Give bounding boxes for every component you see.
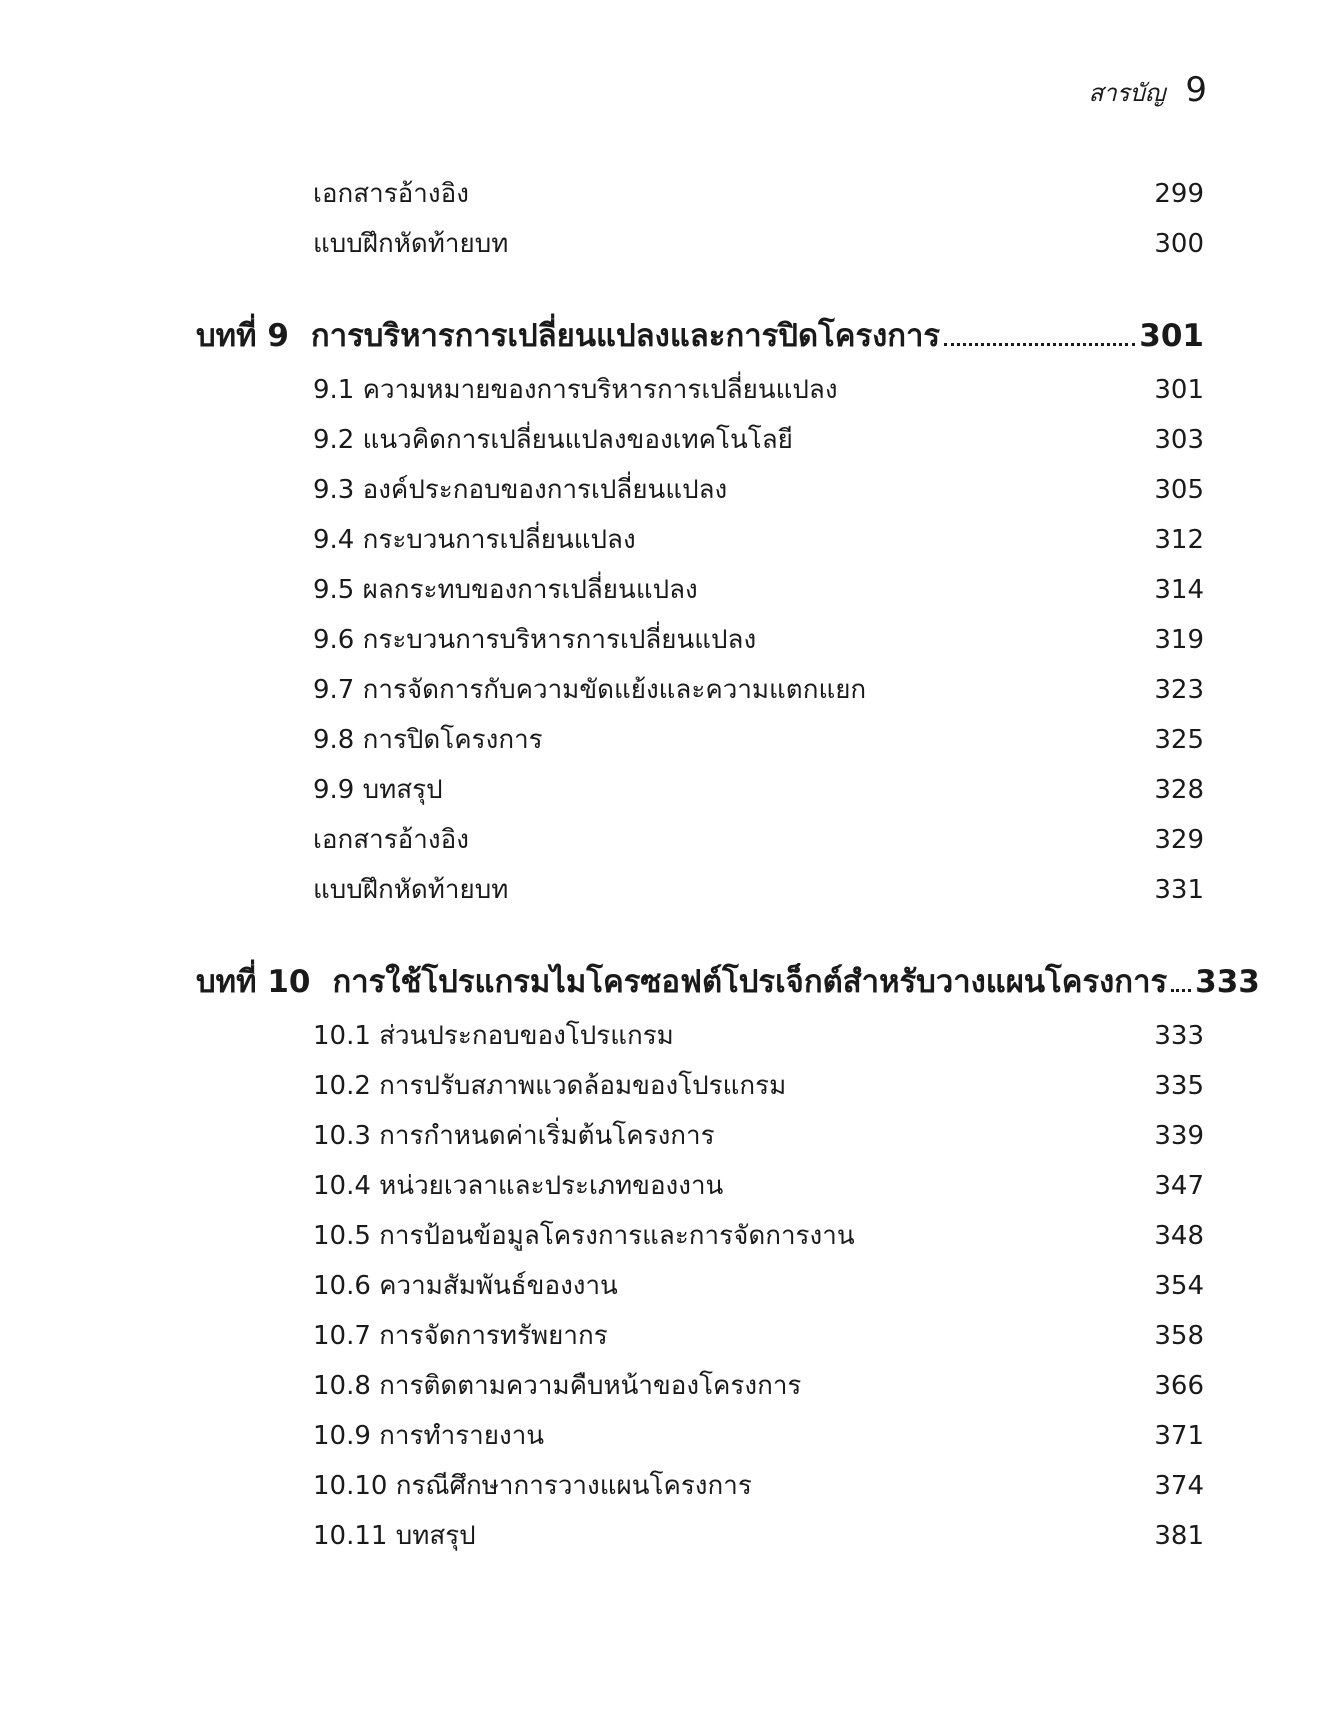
toc-entry[interactable]	[313, 1068, 1204, 1104]
toc-entry[interactable]	[313, 622, 1204, 658]
header-title: สารบัญ	[1088, 79, 1166, 107]
toc-entry[interactable]	[313, 1318, 1204, 1354]
toc-entry-page: 381	[1154, 1521, 1204, 1551]
toc-entry-title: เอกสารอ้างอิง	[313, 825, 469, 855]
running-header	[1089, 70, 1207, 112]
toc-entry-page: 328	[1154, 775, 1204, 805]
toc-entry-title: 10.6 ความสัมพันธ์ของงาน	[313, 1271, 618, 1301]
toc-entry[interactable]	[313, 472, 1204, 508]
toc-entry-page: 305	[1154, 475, 1204, 505]
toc-entry-title: 9.4 กระบวนการเปลี่ยนแปลง	[313, 525, 636, 555]
toc-entry-title: 10.7 การจัดการทรัพยากร	[313, 1321, 608, 1351]
toc-entry-title: 9.2 แนวคิดการเปลี่ยนแปลงของเทคโนโลยี	[313, 425, 793, 455]
toc-entry-page: 312	[1154, 525, 1204, 555]
toc-entry[interactable]	[313, 1168, 1204, 1204]
toc-entry[interactable]	[313, 722, 1204, 758]
toc-entry-page: 333	[1154, 1021, 1204, 1051]
toc-entry-page: 323	[1154, 675, 1204, 705]
toc-entry[interactable]	[313, 1518, 1204, 1554]
toc-entry-title: 10.2 การปรับสภาพแวดล้อมของโปรแกรม	[313, 1071, 787, 1101]
toc-entry-title: 9.8 การปิดโครงการ	[313, 725, 543, 755]
toc-entry-page: 347	[1154, 1171, 1204, 1201]
toc-entry-page: 303	[1154, 425, 1204, 455]
dot-leader	[944, 343, 1135, 346]
toc-entry-page: 335	[1154, 1071, 1204, 1101]
chapter-label: บทที่ 9	[196, 318, 289, 354]
toc-entry[interactable]	[313, 1018, 1204, 1054]
toc-entry-page: 339	[1154, 1121, 1204, 1151]
toc-entry[interactable]	[313, 822, 1204, 858]
chapter-10-heading[interactable]	[196, 960, 1260, 1004]
dot-leader	[1171, 989, 1191, 992]
toc-entry[interactable]	[313, 522, 1204, 558]
toc-entry-page: 354	[1154, 1271, 1204, 1301]
toc-entry[interactable]	[313, 226, 1204, 262]
toc-entry[interactable]	[313, 772, 1204, 808]
chapter-title: การบริหารการเปลี่ยนแปลงและการปิดโครงการ	[310, 318, 941, 354]
toc-entry[interactable]	[313, 176, 1204, 212]
toc-entry-page: 371	[1154, 1421, 1204, 1451]
toc-entry[interactable]	[313, 1468, 1204, 1504]
toc-entry-title: 9.3 องค์ประกอบของการเปลี่ยนแปลง	[313, 475, 728, 505]
toc-entry-title: 10.5 การป้อนข้อมูลโครงการและการจัดการงาน	[313, 1221, 855, 1251]
toc-entry[interactable]	[313, 1418, 1204, 1454]
toc-entry-page: 329	[1154, 825, 1204, 855]
chapter-page: 333	[1195, 964, 1260, 1000]
toc-entry-page: 325	[1154, 725, 1204, 755]
toc-entry[interactable]	[313, 1368, 1204, 1404]
toc-entry-title: แบบฝึกหัดท้ายบท	[313, 875, 509, 905]
toc-entry[interactable]	[313, 572, 1204, 608]
toc-entry-title: 9.7 การจัดการกับความขัดแย้งและความแตกแยก	[313, 675, 867, 705]
header-page-number: 9	[1185, 70, 1207, 110]
toc-entry-page: 358	[1154, 1321, 1204, 1351]
toc-entry-title: 10.11 บทสรุป	[313, 1521, 476, 1551]
toc-entry-title: เอกสารอ้างอิง	[313, 179, 469, 209]
toc-entry-title: 10.10 กรณีศึกษาการวางแผนโครงการ	[313, 1471, 752, 1501]
toc-entry[interactable]	[313, 372, 1204, 408]
toc-entry-title: 10.3 การกำหนดค่าเริ่มต้นโครงการ	[313, 1121, 715, 1151]
toc-entry-title: 9.9 บทสรุป	[313, 775, 443, 805]
toc-entry[interactable]	[313, 672, 1204, 708]
toc-entry-title: 9.6 กระบวนการบริหารการเปลี่ยนแปลง	[313, 625, 757, 655]
chapter-page: 301	[1139, 318, 1204, 354]
toc-entry-page: 299	[1154, 179, 1204, 209]
chapter-label: บทที่ 10	[196, 964, 311, 1000]
toc-entry-page: 348	[1154, 1221, 1204, 1251]
toc-entry-page: 314	[1154, 575, 1204, 605]
toc-entry-title: แบบฝึกหัดท้ายบท	[313, 229, 509, 259]
toc-entry-page: 374	[1154, 1471, 1204, 1501]
toc-entry-page: 301	[1154, 375, 1204, 405]
toc-entry-title: 10.8 การติดตามความคืบหน้าของโครงการ	[313, 1371, 802, 1401]
toc-entry[interactable]	[313, 1118, 1204, 1154]
toc-entry-title: 10.9 การทำรายงาน	[313, 1421, 545, 1451]
toc-entry-page: 331	[1154, 875, 1204, 905]
toc-entry[interactable]	[313, 422, 1204, 458]
toc-entry-title: 10.4 หน่วยเวลาและประเภทของงาน	[313, 1171, 724, 1201]
toc-entry-page: 300	[1154, 229, 1204, 259]
chapter-title: การใช้โปรแกรมไมโครซอฟต์โปรเจ็กต์สำหรับวางแผนโครงการ	[332, 964, 1168, 1000]
toc-entry-page: 366	[1154, 1371, 1204, 1401]
toc-entry-title: 10.1 ส่วนประกอบของโปรแกรม	[313, 1021, 674, 1051]
chapter-9-heading[interactable]	[196, 314, 1204, 358]
toc-entry[interactable]	[313, 1218, 1204, 1254]
toc-entry-page: 319	[1154, 625, 1204, 655]
toc-entry-title: 9.5 ผลกระทบของการเปลี่ยนแปลง	[313, 575, 698, 605]
toc-entry[interactable]	[313, 872, 1204, 908]
toc-entry[interactable]	[313, 1268, 1204, 1304]
toc-entry-title: 9.1 ความหมายของการบริหารการเปลี่ยนแปลง	[313, 375, 838, 405]
